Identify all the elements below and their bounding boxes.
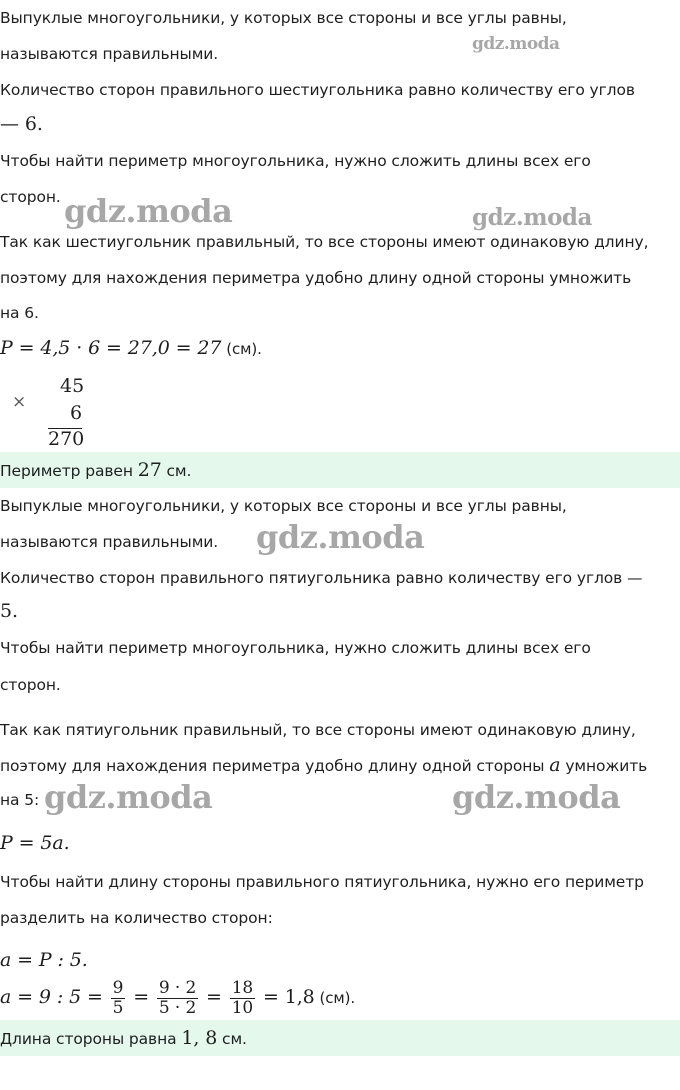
- p2-frac-2-den: 5 · 2: [158, 998, 197, 1018]
- p1-line-9: на 6.: [0, 304, 39, 322]
- p2-line-1: Выпуклые многоугольники, у которых все стороны и все углы равны,: [0, 497, 567, 515]
- p2-line-6: сторон.: [0, 676, 61, 694]
- p2-line-8-post: умножить: [560, 757, 648, 775]
- p2-f3-unit: (см).: [319, 989, 356, 1007]
- mult-result: 270: [48, 428, 85, 450]
- p1-line-6: сторон.: [0, 188, 61, 206]
- p2-f3-pre: a = 9 : 5 =: [0, 986, 103, 1008]
- p2-line-10: Чтобы найти длину стороны правильного пятиугольника, нужно его периметр: [0, 873, 644, 891]
- p1-answer: [0, 460, 191, 481]
- p2-answer-num: 1, 8: [181, 1027, 218, 1049]
- watermark-logo: gdz.moda: [44, 778, 213, 816]
- watermark-logo: gdz.moda: [452, 778, 621, 816]
- p1-answer-num: 27: [137, 459, 162, 481]
- mult-mid: 6: [70, 402, 83, 424]
- p1-answer-post: см.: [161, 462, 192, 480]
- p2-frac-2-num: 9 · 2: [158, 978, 197, 998]
- p2-f3-result: = 1,8: [262, 986, 315, 1008]
- p2-line-8-var: a: [549, 754, 561, 776]
- p2-line-8: [0, 755, 647, 776]
- p1-line-1: Выпуклые многоугольники, у которых все стороны и все углы равны,: [0, 9, 567, 27]
- p1-line-3: Количество сторон правильного шестиугольника равно количеству его углов: [0, 81, 635, 99]
- p2-formula-3: [0, 976, 355, 1020]
- p2-line-5: Чтобы найти периметр многоугольника, нужно сложить длины всех его: [0, 639, 591, 657]
- p2-frac-3: [230, 979, 255, 1018]
- p2-answer-post: см.: [217, 1030, 247, 1048]
- p1-formula-unit: (см).: [226, 340, 262, 358]
- p2-formula-2: a = P : 5.: [0, 949, 88, 971]
- p1-line-5: Чтобы найти периметр многоугольника, нужно сложить длины всех его: [0, 152, 591, 170]
- watermark-logo: gdz.moda: [256, 518, 425, 556]
- watermark-logo: gdz.moda: [64, 192, 233, 230]
- watermark-logo: gdz.moda: [472, 34, 560, 54]
- p2-answer: [0, 1028, 247, 1049]
- watermark-logo: gdz.moda: [472, 204, 592, 231]
- p2-frac-1: [111, 979, 126, 1018]
- p2-frac-1-num: 9: [112, 978, 124, 998]
- p2-line-3: Количество сторон правильного пятиугольника равно количеству его углов —: [0, 569, 643, 587]
- p1-formula-expr: P = 4,5 · 6 = 27,0 = 27: [0, 337, 222, 359]
- p2-line-4: 5.: [0, 600, 18, 622]
- p2-line-11: разделить на количество сторон:: [0, 909, 273, 927]
- p1-line-2: называются правильными.: [0, 45, 219, 63]
- p2-answer-pre: Длина стороны равна: [0, 1030, 182, 1048]
- p2-frac-3-den: 10: [231, 998, 254, 1018]
- p2-frac-2: [157, 979, 198, 1018]
- p1-line-8: поэтому для нахождения периметра удобно длину одной стороны умножить: [0, 269, 632, 287]
- p2-f3-eq-1: =: [133, 986, 150, 1008]
- p2-frac-1-den: 5: [112, 998, 124, 1018]
- p2-line-9: на 5:: [0, 791, 40, 809]
- p2-line-7: Так как пятиугольник правильный, то все стороны имеют одинаковую длину,: [0, 721, 636, 739]
- mult-sign: ×: [12, 392, 27, 412]
- p1-line-4: — 6.: [0, 113, 43, 135]
- p1-line-7: Так как шестиугольник правильный, то все стороны имеют одинаковую длину,: [0, 233, 649, 251]
- p2-f3-eq-2: =: [206, 986, 222, 1008]
- p2-line-2: называются правильными.: [0, 533, 219, 551]
- p1-answer-pre: Периметр равен: [0, 462, 138, 480]
- p1-formula: [0, 338, 262, 359]
- p2-frac-3-num: 18: [231, 978, 254, 998]
- mult-top: 45: [60, 375, 85, 397]
- p2-formula-1: P = 5a.: [0, 832, 70, 854]
- p2-line-8-pre: поэтому для нахождения периметра удобно длину одной стороны: [0, 757, 550, 775]
